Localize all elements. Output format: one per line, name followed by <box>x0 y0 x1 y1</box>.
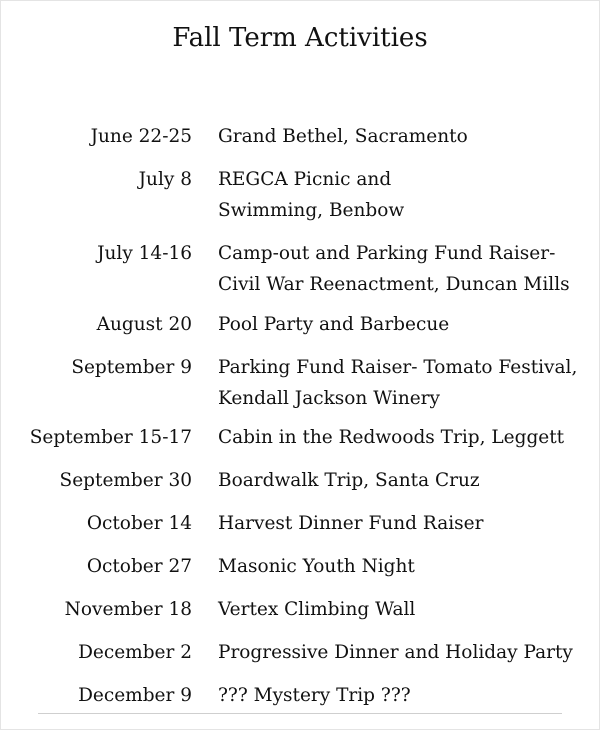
event-date: December 2 <box>78 642 192 663</box>
event-description: Grand Bethel, Sacramento <box>218 126 468 147</box>
event-date: September 15-17 <box>29 427 192 448</box>
event-date: September 30 <box>59 470 192 491</box>
event-date: October 27 <box>86 556 192 577</box>
event-description: Harvest Dinner Fund Raiser <box>218 513 484 534</box>
bottom-divider <box>38 713 562 714</box>
event-date: July 8 <box>138 169 192 190</box>
event-description: Pool Party and Barbecue <box>218 314 450 335</box>
event-description: ??? Mystery Trip ??? <box>218 685 411 706</box>
event-description: Vertex Climbing Wall <box>218 599 416 620</box>
event-date: July 14-16 <box>97 243 192 264</box>
event-date: August 20 <box>96 314 192 335</box>
event-date: November 18 <box>64 599 192 620</box>
page-title: Fall Term Activities <box>172 23 428 53</box>
event-date: October 14 <box>86 513 192 534</box>
event-description: Boardwalk Trip, Santa Cruz <box>218 470 480 491</box>
event-description: Masonic Youth Night <box>218 556 415 577</box>
event-description: Cabin in the Redwoods Trip, Leggett <box>218 427 565 448</box>
event-date: June 22-25 <box>90 126 192 147</box>
event-description: Progressive Dinner and Holiday Party <box>218 642 573 663</box>
event-description: Camp-out and Parking Fund Raiser- Civil War Reenactment, Duncan Mills <box>218 243 570 295</box>
event-description: REGCA Picnic and Swimming, Benbow <box>218 169 405 221</box>
event-description: Parking Fund Raiser- Tomato Festival, Kendall Jackson Winery <box>218 357 578 409</box>
event-date: September 9 <box>71 357 192 378</box>
event-date: December 9 <box>78 685 192 706</box>
